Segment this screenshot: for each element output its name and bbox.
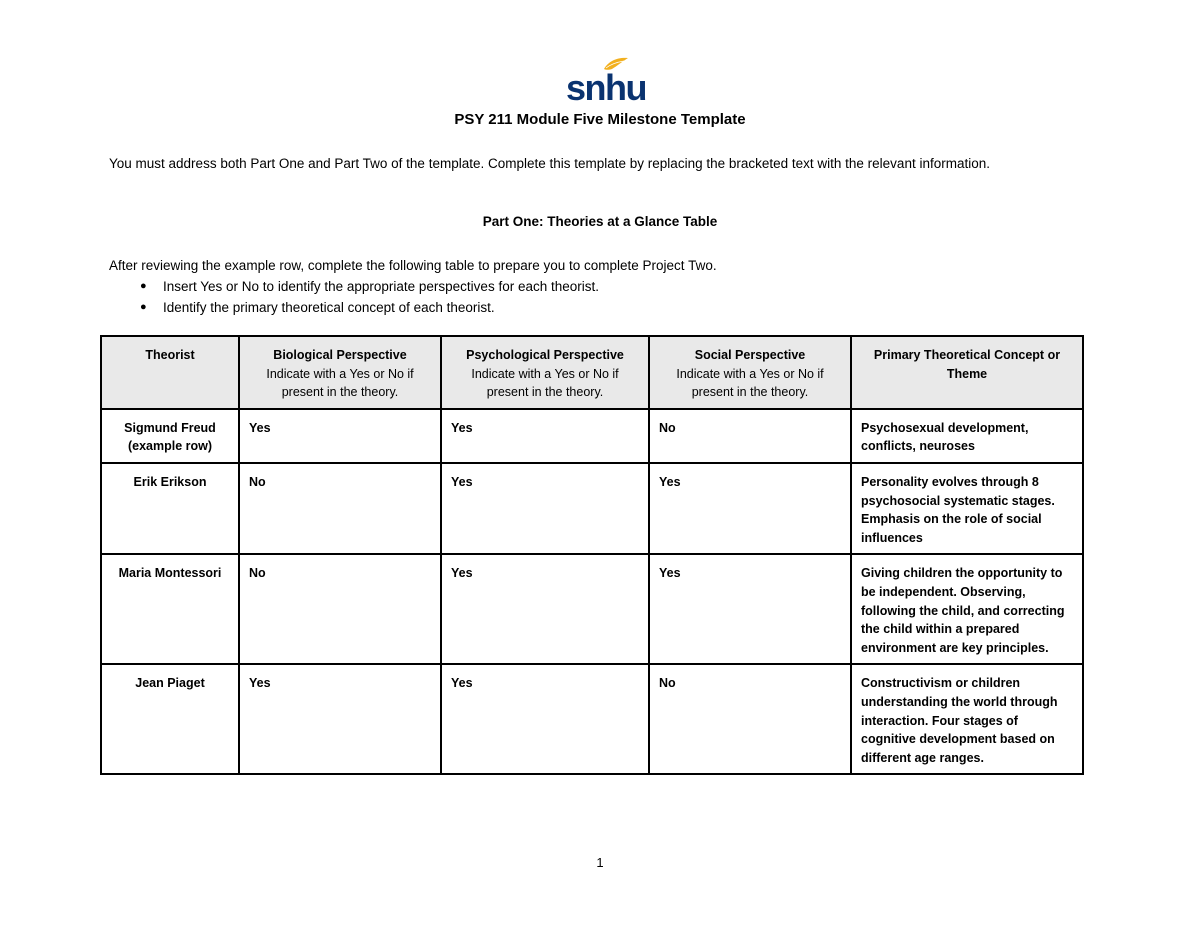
psychological-cell: Yes	[441, 554, 649, 664]
concept-cell: Psychosexual development, conflicts, neuroses	[851, 409, 1083, 463]
social-cell: Yes	[649, 554, 851, 664]
concept-cell: Giving children the opportunity to be independent. Observing, following the child, and correcting the child within a prepared environment are key principles.	[851, 554, 1083, 664]
bullet-icon: ●	[140, 280, 147, 292]
intro-paragraph: You must address both Part One and Part Two of the template. Complete this template by replacing the bracketed text with the relevant information.	[109, 156, 990, 171]
table-row	[101, 463, 1083, 554]
social-cell: No	[649, 409, 851, 463]
biological-cell: No	[239, 463, 441, 554]
biological-cell: Yes	[239, 664, 441, 774]
theorist-cell: Maria Montessori	[101, 554, 239, 664]
part-one-heading: Part One: Theories at a Glance Table	[482, 214, 718, 229]
column-header-biological: Biological Perspective Indicate with a Yes or No if present in the theory.	[239, 336, 441, 409]
instruction-bullet	[109, 297, 1069, 318]
theorist-cell: Sigmund Freud (example row)	[101, 409, 239, 463]
column-header-psychological: Psychological Perspective Indicate with a Yes or No if present in the theory.	[441, 336, 649, 409]
psychological-cell: Yes	[441, 409, 649, 463]
table-row	[101, 409, 1083, 463]
psychological-cell: Yes	[441, 463, 649, 554]
column-header-theorist: Theorist	[101, 336, 239, 409]
document-title: PSY 211 Module Five Milestone Template	[454, 111, 746, 128]
psychological-cell: Yes	[441, 664, 649, 774]
instruction-text: After reviewing the example row, complete the following table to prepare you to complete Project Two.	[109, 258, 717, 273]
table-row	[101, 554, 1083, 664]
table-header-row	[101, 336, 1083, 409]
instruction-bullet	[109, 276, 1069, 297]
social-cell: Yes	[649, 463, 851, 554]
page-number: 1	[596, 855, 604, 870]
instruction-list	[109, 276, 1069, 318]
theories-table	[100, 335, 1084, 775]
theorist-cell: Jean Piaget	[101, 664, 239, 774]
table-row	[101, 664, 1083, 774]
theorist-cell: Erik Erikson	[101, 463, 239, 554]
social-cell: No	[649, 664, 851, 774]
instructions-block	[109, 255, 1069, 318]
instruction-bullet-text: Identify the primary theoretical concept of each theorist.	[163, 300, 495, 315]
biological-cell: No	[239, 554, 441, 664]
bullet-icon: ●	[140, 301, 147, 313]
column-header-social: Social Perspective Indicate with a Yes or No if present in the theory.	[649, 336, 851, 409]
concept-cell: Personality evolves through 8 psychosocial systematic stages. Emphasis on the role of social influences	[851, 463, 1083, 554]
instruction-bullet-text: Insert Yes or No to identify the appropriate perspectives for each theorist.	[163, 279, 599, 294]
biological-cell: Yes	[239, 409, 441, 463]
column-header-concept: Primary Theoretical Concept or Theme	[851, 336, 1083, 409]
concept-cell: Constructivism or children understanding the world through interaction. Four stages of cognitive development based on different age ranges.	[851, 664, 1083, 774]
snhu-logo	[566, 56, 646, 108]
logo-wordmark: snhu	[566, 67, 646, 108]
